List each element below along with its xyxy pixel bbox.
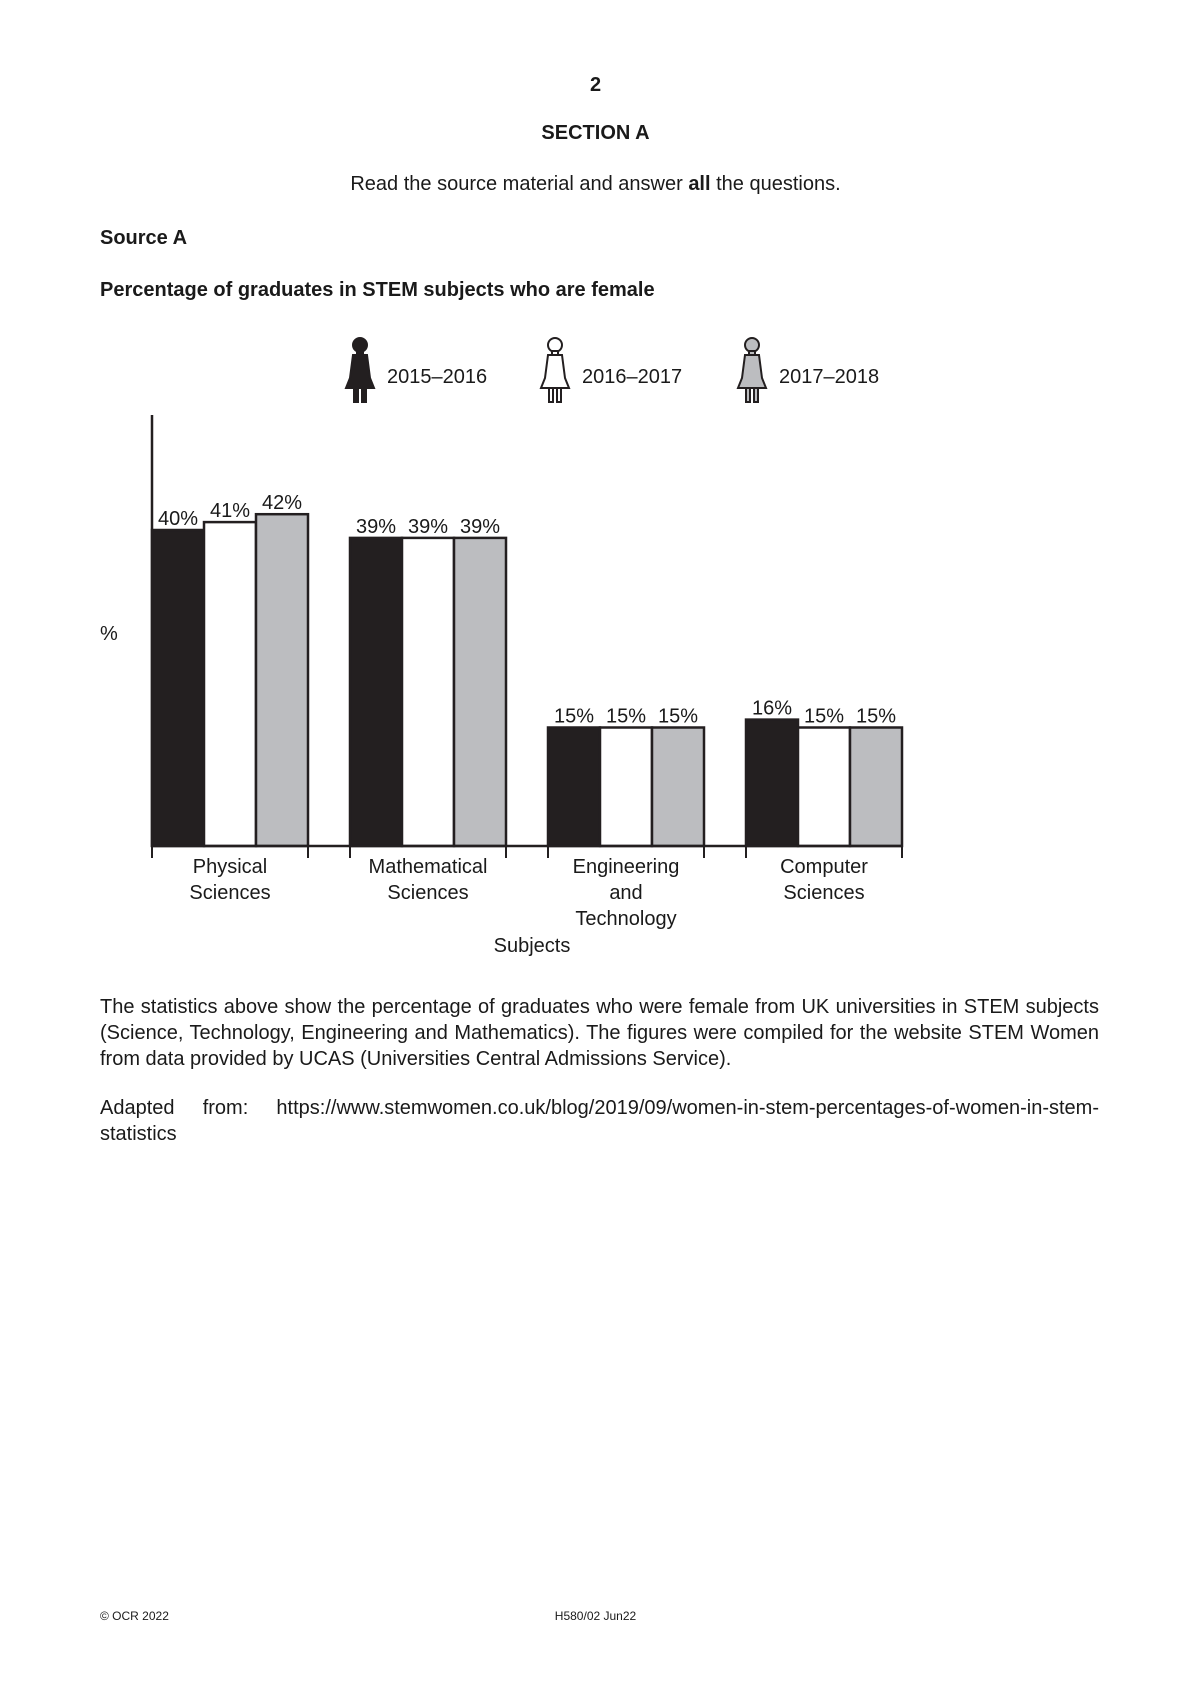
page-number: 2	[589, 74, 602, 96]
chart-bars	[152, 514, 902, 846]
bar	[652, 728, 704, 847]
bar-chart	[0, 320, 1191, 960]
category-label: Sciences	[783, 882, 865, 904]
category-label: Computer	[780, 856, 868, 878]
chart-category-labels	[189, 856, 868, 930]
category-label: Physical	[192, 856, 268, 878]
copyright-footer: © OCR 2022	[100, 1609, 169, 1623]
legend-label: 2016–2017	[582, 366, 683, 388]
category-label: Sciences	[189, 882, 271, 904]
instruction-after: the questions.	[710, 173, 841, 195]
bar-value-label: 39%	[355, 515, 397, 538]
female-figure-white-icon	[541, 338, 569, 402]
category-label: Technology	[575, 908, 677, 930]
bar-value-label: 15%	[657, 705, 699, 728]
bar	[746, 720, 798, 846]
bar-value-label: 39%	[459, 515, 501, 538]
category-label: and	[609, 882, 643, 904]
bar-value-label: 15%	[605, 705, 647, 728]
bar-value-label: 15%	[553, 705, 595, 728]
legend-label: 2015–2016	[387, 366, 488, 388]
chart-legend	[346, 338, 879, 402]
bar	[402, 538, 454, 846]
legend-label: 2017–2018	[779, 366, 880, 388]
bar-value-label: 41%	[209, 500, 251, 523]
bar-value-label: 40%	[157, 508, 199, 530]
bar-value-label: 15%	[855, 705, 897, 728]
category-label: Mathematical	[368, 856, 488, 878]
chart-title: Percentage of graduates in STEM subjects who are female	[100, 279, 655, 301]
bar-value-label: 15%	[803, 705, 845, 728]
source-citation: Adapted from: https://www.stemwomen.co.uk/blog/2019/09/women-in-stem-percentages-of-women-in-stem-statistics	[100, 1097, 1099, 1145]
female-figure-grey-icon	[738, 338, 766, 402]
y-axis-label: %	[100, 623, 118, 645]
bar	[798, 728, 850, 847]
bar	[454, 538, 506, 846]
section-heading: SECTION A	[541, 122, 650, 144]
category-label: Sciences	[387, 882, 469, 904]
instruction-before: Read the source material and answer	[350, 173, 689, 195]
bar	[152, 530, 204, 846]
source-label: Source A	[100, 227, 188, 249]
bar	[548, 728, 600, 847]
female-figure-black-icon	[346, 338, 374, 402]
bar	[204, 522, 256, 846]
instruction-text	[0, 173, 1191, 196]
bar-value-label: 16%	[751, 697, 793, 720]
source-description: The statistics above show the percentage of graduates who were female from UK universities in STEM subjects (Science, Technology, Engineering and Mathematics). The figures were compiled for the website STEM Women from data provided by UCAS (Universities Central Admissions Service).	[100, 996, 1099, 1070]
bar-value-label: 39%	[407, 515, 449, 538]
bar	[350, 538, 402, 846]
bar	[850, 728, 902, 847]
bar	[600, 728, 652, 847]
x-axis-label: Subjects	[493, 935, 571, 957]
bar-value-label: 42%	[261, 492, 303, 515]
category-label: Engineering	[572, 856, 680, 878]
paper-code-footer: H580/02 Jun22	[554, 1609, 637, 1623]
instruction-emphasis: all	[688, 173, 711, 195]
bar	[256, 514, 308, 846]
